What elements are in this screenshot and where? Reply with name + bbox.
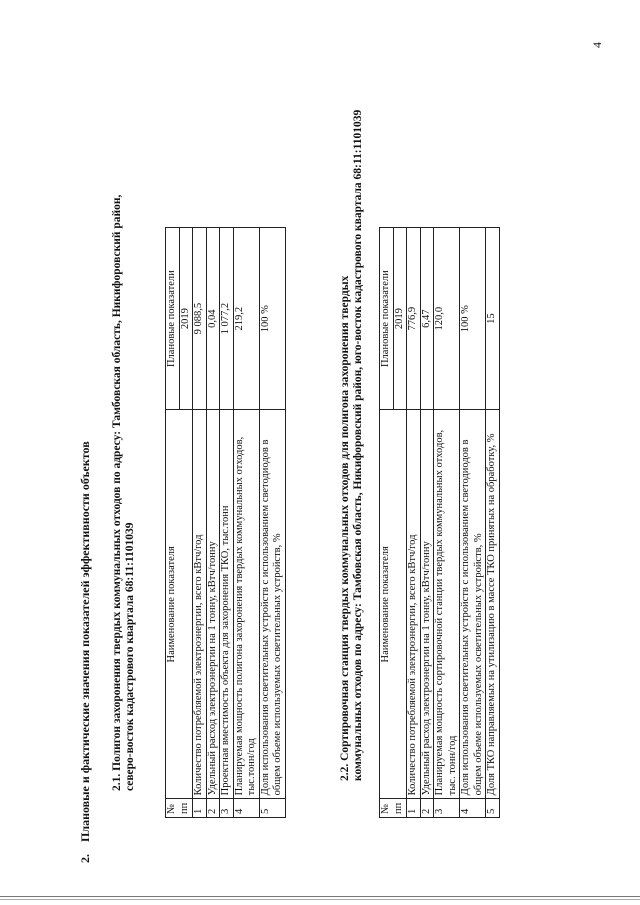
table-row: [407, 228, 421, 818]
column-header-number: № пп: [380, 799, 407, 818]
table-row: [259, 228, 285, 818]
object2-indicators-table: [379, 227, 500, 818]
table-row: [486, 228, 500, 818]
row-indicator-name: Проектная вместимость объекта для захоронения ТКО, тыс.тонн: [220, 410, 234, 799]
row-number: 4: [460, 799, 486, 818]
row-plan-value: 219,2: [233, 228, 259, 410]
row-plan-value: 100 %: [460, 228, 486, 410]
row-plan-value: 6,47: [420, 228, 434, 410]
object2-heading: [339, 1, 365, 781]
column-header-year: 2019: [393, 228, 407, 410]
column-header-number: № пп: [166, 799, 193, 818]
row-number: 2: [206, 799, 220, 818]
table-row: [420, 228, 434, 818]
row-plan-value: 776,9: [407, 228, 421, 410]
row-indicator-name: Удельный расход электроэнергии на 1 тонну, кВтч/тонну: [420, 410, 434, 799]
row-number: 5: [486, 799, 500, 818]
row-indicator-name: Количество потребляемой электроэнергии, всего кВтч/год: [193, 410, 207, 799]
row-number: 1: [193, 799, 207, 818]
row-number: 3: [220, 799, 234, 818]
table-row: [193, 228, 207, 818]
scan-edge-line: [0, 896, 640, 897]
row-indicator-name: Доля ТКО направляемых на утилизацию в массе ТКО принятых на обработку, %: [486, 410, 500, 799]
object1-indicators-table: [165, 227, 286, 818]
column-header-plan: Плановые показатели: [166, 228, 180, 410]
row-number: 1: [407, 799, 421, 818]
table-header-row: [380, 228, 394, 818]
row-plan-value: 15: [486, 228, 500, 410]
column-header-plan: Плановые показатели: [380, 228, 394, 410]
row-indicator-name: Доля использования осветительных устройств с использованием светодиодов в общем объеме используемых осветительных устройств, %: [259, 410, 285, 799]
rotated-document-page: [72, 42, 604, 863]
row-number: 4: [233, 799, 259, 818]
row-indicator-name: Планируемая мощность сортировочной станции твердых коммунальных отходов, тыс. тонн/год: [434, 410, 460, 799]
row-number: 3: [434, 799, 460, 818]
row-plan-value: 120,0: [434, 228, 460, 410]
row-indicator-name: Удельный расход электроэнергии на 1 тонну, кВтч/тонну: [206, 410, 220, 799]
section-title: Плановые и фактические значения показателей эффективности объектов: [78, 441, 92, 842]
row-plan-value: 1 077,2: [220, 228, 234, 410]
table-row: [460, 228, 486, 818]
object2-heading-line1: 2.2. Сортировочная станция твердых коммунальных отходов для полигона захоронения твердых: [339, 275, 351, 781]
row-plan-value: 0,04: [206, 228, 220, 410]
object1-heading: [111, 11, 137, 791]
object1-heading-line1: 2.1. Полигон захоронения твердых коммунальных отходов по адресу: Тамбовская область, Никифоровский район,: [111, 194, 123, 791]
table-row: [206, 228, 220, 818]
object1-heading-line2: северо-восток кадастрового квартала 68:11:1101039: [124, 522, 136, 791]
table-row: [233, 228, 259, 818]
object2-heading-line2: коммунальных отходов по адресу: Тамбовская область, Никифоровский район, юго-восток кадастрового квартала 68:11:1101039: [352, 109, 364, 781]
table-row: [220, 228, 234, 818]
column-header-name: Наименование показателя: [166, 410, 193, 799]
section-heading: [78, 441, 93, 863]
table-row: [434, 228, 460, 818]
row-indicator-name: Количество потребляемой электроэнергии, всего кВтч/год: [407, 410, 421, 799]
column-header-name: Наименование показателя: [380, 410, 407, 799]
section-number: 2.: [78, 854, 92, 863]
scan-edge-line: [0, 899, 640, 900]
row-plan-value: 9 088,5: [193, 228, 207, 410]
row-indicator-name: Доля использования осветительных устройств с использованием светодиодов в общем объеме используемых осветительных устройств, %: [460, 410, 486, 799]
row-number: 2: [420, 799, 434, 818]
page-number: 4: [590, 42, 604, 48]
row-number: 5: [259, 799, 285, 818]
row-indicator-name: Планируемая мощность полигона захоронения твердых коммунальных отходов, тыс.тонн/год: [233, 410, 259, 799]
row-plan-value: 100 %: [259, 228, 285, 410]
table-header-row: [166, 228, 180, 818]
column-header-year: 2019: [179, 228, 193, 410]
